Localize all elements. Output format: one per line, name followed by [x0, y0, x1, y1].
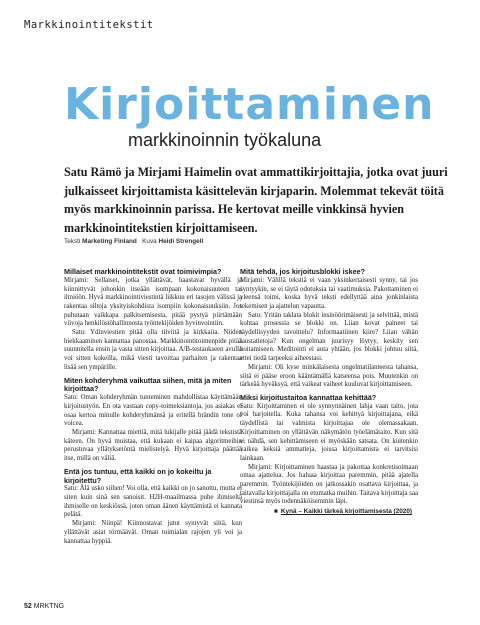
- right-column: [240, 268, 418, 517]
- magazine-name: MRKTNG: [33, 603, 65, 610]
- book-title-link: Kynä – Kaikki tärkeä kirjoittamisesta (2020): [280, 508, 412, 516]
- square-bullet-icon: ■: [274, 508, 278, 516]
- credits: [64, 238, 203, 245]
- answer-paragraph: Mirjami: Sellaiset, jotka yllättävät, haastavat hyvällä ja kiinnittyvät johonkin itseään isompaan kokonaisuuteen tai ilmiöön. Hyvä markkinointiviestintä liikkuu eri tasojen välissä ja rakentaa siltoja yksityiskohdista isompiin kokonaisuuksiin. Jos puhutaan vaikkapa palkitsemisesta, pitää pystyä piirtämään viivoja henkilöstöhallinnosta työntekijöiden hyvinvointiin.: [64, 276, 242, 328]
- answer-paragraph: Satu: Ydinviestien pitää olla tiiviitä ja kirkkaita. Niiden hiekkaaminen kannattaa panostaa. Markkinointitoimenpide pitää suunnitella ensin ja vasta sitten kirjoittaa. A/B-testaukseen avulla voi sitten kokeilla, mikä viesti tavoittaa parhaiten ja rakentaa lisää sen ympärille.: [64, 329, 242, 371]
- footer: [24, 603, 64, 610]
- left-column: [64, 268, 242, 546]
- article-lead: [64, 163, 466, 237]
- question-heading: Miten kohderyhmä vaikuttaa siihen, mitä ja miten kirjoittaa?: [64, 375, 232, 394]
- answer-paragraph: Mirjami: Kirjoittaminen haastaa ja pakottaa konkretisoimaan omaa ajattelua. Jos haluaa kirjoittaa paremmin, pitää ajatella paremmin. Työntekijöiden on jatkossakin osattava kirjoittaa, ja taitavalla kirjoittajalla on etumatka muihin. Taitava kirjoittaja saa viestinsä myös todennäköisemmin läpi.: [240, 463, 418, 506]
- article-subtitle: markkinoinnin työkaluna: [128, 130, 322, 150]
- lead-paragraph: Satu Rämö ja Mirjami Haimelin ovat ammattikirjoittajia, jotka ovat juuri julkaisseet kirjoittamista käsittelevän kirjaparin. Molemmat tekevät töitä myös markkinoinnin parissa. He kertovat meille vinkkinsä hyvien markkinointitekstien kirjoittamiseen.: [64, 165, 448, 235]
- question-heading: Millaiset markkinointitekstit ovat toimivimpia?: [64, 267, 222, 276]
- answer-paragraph: Mirjami: Kannattaa miettiä, mitä lukijalle pitää jäädä tekstistä käteen. On hyvä muistaa, että kukaan ei kaipaa algoritmeihin perustuvaa yllätyksetöntä mielistelyä. Hyvä kirjoittaja päättää itse, millä on väliä.: [64, 428, 242, 463]
- answer-paragraph: Mirjami: Oli kyse minkälaisesta ongelmatilanteesta tahansa, siitä ei pääse eroon kääntämällä katseensa pois. Muutenkin on tärkeää hyväksyä, että vaikeat vaiheet kuuluvat kirjoittamiseen.: [240, 363, 418, 389]
- answer-paragraph: Satu: Kirjoittaminen ei ole synnynnäinen lahja vaan taito, jota voi harjoitella. Kuka tahansa voi kehittyä kirjoittajana, eikä täydellistä tai valmista kirjoittajaa ole olemassakaan. Kirjoittaminen on yllättävän näkymätön työelämätaito. Kun sitä ei nähdä, sen kehittämiseen ei myöskään satsata. On kuitenkin vaikea keksiä ammatteja, joissa kirjoittamista ei tarvitsisi lainkaan.: [240, 402, 418, 462]
- credits-text-label: Teksti: [64, 238, 81, 245]
- answer-paragraph: Mirjami: Niinpä! Kiinnostavat jutut syntyvät siitä, kun yllättävät asiat törmäävät. Oman toimialan rajojen yli voi ja kannattaa hyppiä.: [64, 520, 242, 545]
- credits-image-label: Kuva: [142, 238, 157, 245]
- answer-paragraph: Satu: Oman kohderyhmän tunteminen mahdollistaa käyttämään kirjoitustyön. En ota vastaan copy-toimeksiantoja, jos asiakas ei osaa kertoa minulle kohderyhmänsä ja eritellä brändin tone of voicea.: [64, 394, 242, 428]
- answer-paragraph: Mirjami: Välillä tekstiä ei vaan yksinkertaisesti synny, tai jos syntyykin, se ei täytä odotuksia tai vaatimuksia. Pakottaminen ei yleensä toimi, koska hyvä teksti edellyttää aina jonkinlaista tekemisen ja ajattelun vapautta.: [240, 276, 418, 310]
- article-title: Kirjoittaminen: [64, 79, 435, 130]
- question-heading: Entä jos tuntuu, että kaikki on jo kokeiltu ja kirjoitettu?: [64, 466, 212, 485]
- question-heading: Miksi kirjoitustaitoa kannattaa kehittää?: [240, 392, 377, 402]
- question-heading: Mitä tehdä, jos kirjoitusblokki iskee?: [240, 267, 366, 276]
- page-number: 52: [24, 603, 32, 610]
- credits-image-author: Heidi Strengell: [158, 238, 204, 245]
- answer-paragraph: Satu: Älä usko siihen! Voi olla, että kaikki on jo sanottu, mutta ei siten kuin sinä sen sanoisit. H2H-maailmassa puhe ihmiseltä ihmiselle on keskiössä, joten oman äänen käyttämistä ei kannata pelätä.: [64, 485, 242, 519]
- credits-text-author: Marketing Finland: [82, 238, 137, 245]
- answer-paragraph: Satu: Yritän taklata blokit insinöörimäisesti ja selvittää, mistä kohtaa prosessia se blokki on. Liian kovat paineet tai täydellisyyden tavoittelu? Informaatiinen kiire? Liian vähän taustatietoja? Kun ongelman juurisyy löytyy, keskity sen hoitamiseen. Meditointi ei auta yhtään, jos blokki johtuu siitä, ettei tiedä tarpeeksi aiheestasi.: [240, 311, 418, 363]
- section-tag: Markkinointitekstit: [24, 19, 154, 31]
- book-reference: [240, 508, 418, 517]
